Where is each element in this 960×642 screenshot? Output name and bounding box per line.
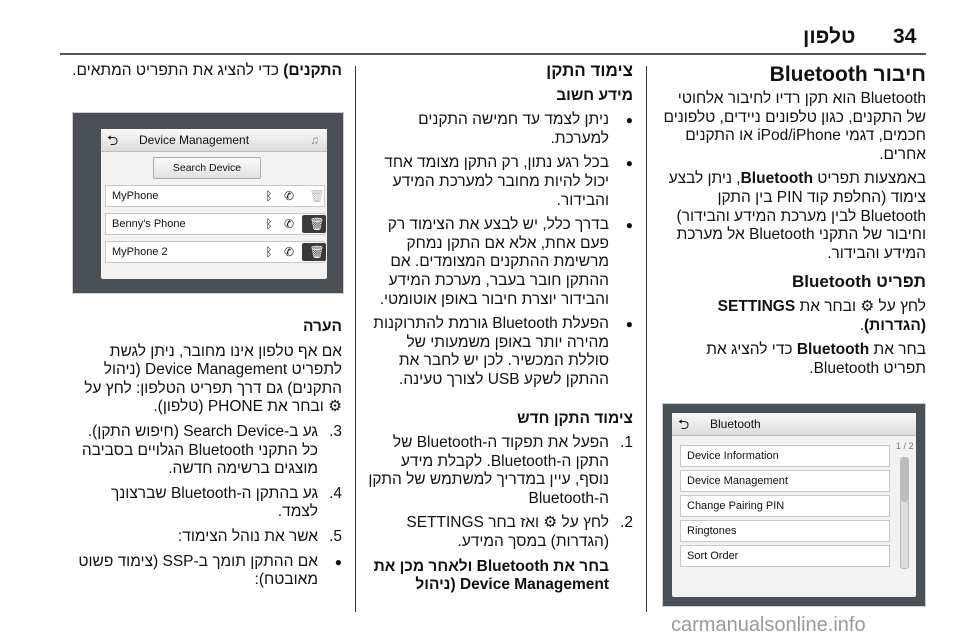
subsection-heading: מידע חשוב (556, 86, 633, 104)
section-heading: חיבור Bluetooth (769, 63, 926, 86)
page-number: 34 (893, 25, 917, 48)
bluetooth-screen (672, 413, 916, 597)
watermark: carmanualsonline.info (671, 614, 866, 636)
middle-column (367, 62, 633, 601)
numbered-step: 5. אשר את נוהל הצימוד: (177, 527, 342, 545)
right-column (660, 62, 926, 384)
bluetooth-icon: ᛒ (265, 245, 273, 259)
column-divider-left (355, 66, 356, 612)
phone-icon: ✆ (283, 217, 295, 231)
numbered-step: 3. גע ב-Search Device (חיפוש התקן). כל התקני Bluetooth הגלויים בסביבה מוצגים ברשימה חדשה. (81, 422, 342, 478)
device-management-screenshot (72, 112, 344, 294)
numbered-step: 2. לחץ על ⚙ ואז בחר SETTINGS (הגדרות) במסך המידע. (406, 514, 633, 551)
bullet-item: ● בדרך כלל, יש לבצע את הצימוד רק פעם אחת, אלא אם התקן נמחק מרשימת ההתקנים המצומדים. אם ההתקן חובר בעבר, מערכת המידע והבידור יוצרת חיבור באופן אוטומטי. (379, 216, 633, 308)
header-rule (60, 53, 926, 55)
trash-icon[interactable]: 🗑 (302, 215, 326, 233)
menu-item[interactable]: Sort Order (680, 545, 890, 567)
trash-icon: 🗑 (309, 189, 325, 203)
menu-item[interactable]: Change Pairing PIN (680, 495, 890, 517)
gear-icon: ⚙ (860, 297, 875, 315)
search-device-button[interactable]: Search Device (153, 157, 261, 179)
column-divider-right (646, 66, 647, 612)
back-arrow-icon[interactable]: ⮌ (107, 132, 119, 148)
numbered-step: 4. גע בהתקן ה-Bluetooth שברצונך לצמד. (111, 484, 342, 521)
section-heading: צימוד התקן (546, 61, 633, 80)
bullet-item: ● ניתן לצמד עד חמישה התקנים למערכת. (418, 111, 633, 147)
device-row[interactable]: Benny's Phone ᛒ ✆ 🗑 (105, 213, 325, 235)
screen-title: Device Management (139, 133, 250, 147)
numbered-step: 1. הפעל את תפקוד ה-Bluetooth של התקן ה-Bluetooth. לקבלת מידע נוסף, עיין במדריך למשתמש של התקן ה-Bluetooth (368, 434, 633, 507)
note-text: אם אף טלפון אינו מחובר, ניתן לגשת לתפריט Device Management (ניהול התקנים) גם דרך תפריט הטלפון: לחץ על ⚙ ובחר את PHONE (טלפון). (84, 342, 342, 416)
left-column (72, 62, 342, 87)
paragraph: Bluetooth הוא תקן רדיו לחיבור אלחוטי של התקנים, כגון טלפונים ניידים, טלפונים חכמים, דגמי iPod/iPhone או התקנים אחרים. (663, 90, 926, 163)
scrollbar[interactable] (900, 457, 909, 569)
phone-icon: ✆ (283, 245, 295, 259)
menu-item[interactable]: Ringtones (680, 520, 890, 542)
menu-item[interactable]: Device Information (680, 445, 890, 467)
back-arrow-icon[interactable]: ⮌ (678, 416, 690, 432)
device-row[interactable]: MyPhone ᛒ ✆ 🗑 (105, 185, 325, 207)
screen-title-bar (101, 129, 327, 152)
numbered-step: בחר את Bluetooth ולאחר מכן את Device Management (ניהול (373, 557, 609, 594)
paragraph: בחר את Bluetooth כדי להציג את תפריט Bluetooth. (706, 341, 926, 377)
device-row[interactable]: MyPhone 2 ᛒ ✆ 🗑 (105, 241, 325, 263)
paragraph: התקנים) כדי להציג את התפריט המתאים. (72, 62, 342, 79)
page-indicator: 1 / 2 (896, 441, 914, 451)
device-management-screen (101, 129, 327, 279)
bullet-item: ● אם ההתקן תומך ב-SSP (צימוד פשוט מאובטח): (78, 552, 342, 589)
bluetooth-menu-screenshot (662, 403, 926, 607)
menu-item[interactable]: Device Management (680, 470, 890, 492)
bullet-item: ● בכל רגע נתון, רק התקן מצומד אחד יכול להיות מחובר למערכת המידע והבידור. (384, 154, 633, 209)
trash-icon[interactable]: 🗑 (302, 243, 326, 261)
bluetooth-icon: ᛒ (265, 217, 273, 231)
phone-icon: ✆ (283, 189, 295, 203)
bluetooth-icon: ᛒ (265, 189, 273, 203)
screen-title-bar (672, 413, 916, 436)
page-header-title: טלפון (803, 25, 856, 48)
paragraph: באמצעות תפריט Bluetooth, ניתן לבצע צימוד (החלפת קוד PIN בין התקן Bluetooth לבין מערכת המידע והבידור) וחיבור של התקני Bluetooth אל מערכת המידע והבידור. (668, 170, 926, 262)
paragraph: לחץ על ⚙ ובחר את SETTINGS (הגדרות). (717, 297, 926, 334)
music-note-icon: ♫ (310, 133, 319, 147)
note-heading: הערה (303, 318, 342, 335)
screen-title: Bluetooth (710, 417, 761, 431)
left-column-lower (72, 318, 342, 596)
bullet-item: ● הפעלת Bluetooth גורמת להתרוקנות מהירה יותר באופן משמעותי של סוללת המכשיר. לכן יש לחבר את ההתקן לשקע USB לצורך טעינה. (373, 315, 633, 388)
subsection-heading: צימוד התקן חדש (517, 409, 633, 427)
subsection-heading: תפריט Bluetooth (792, 272, 926, 292)
